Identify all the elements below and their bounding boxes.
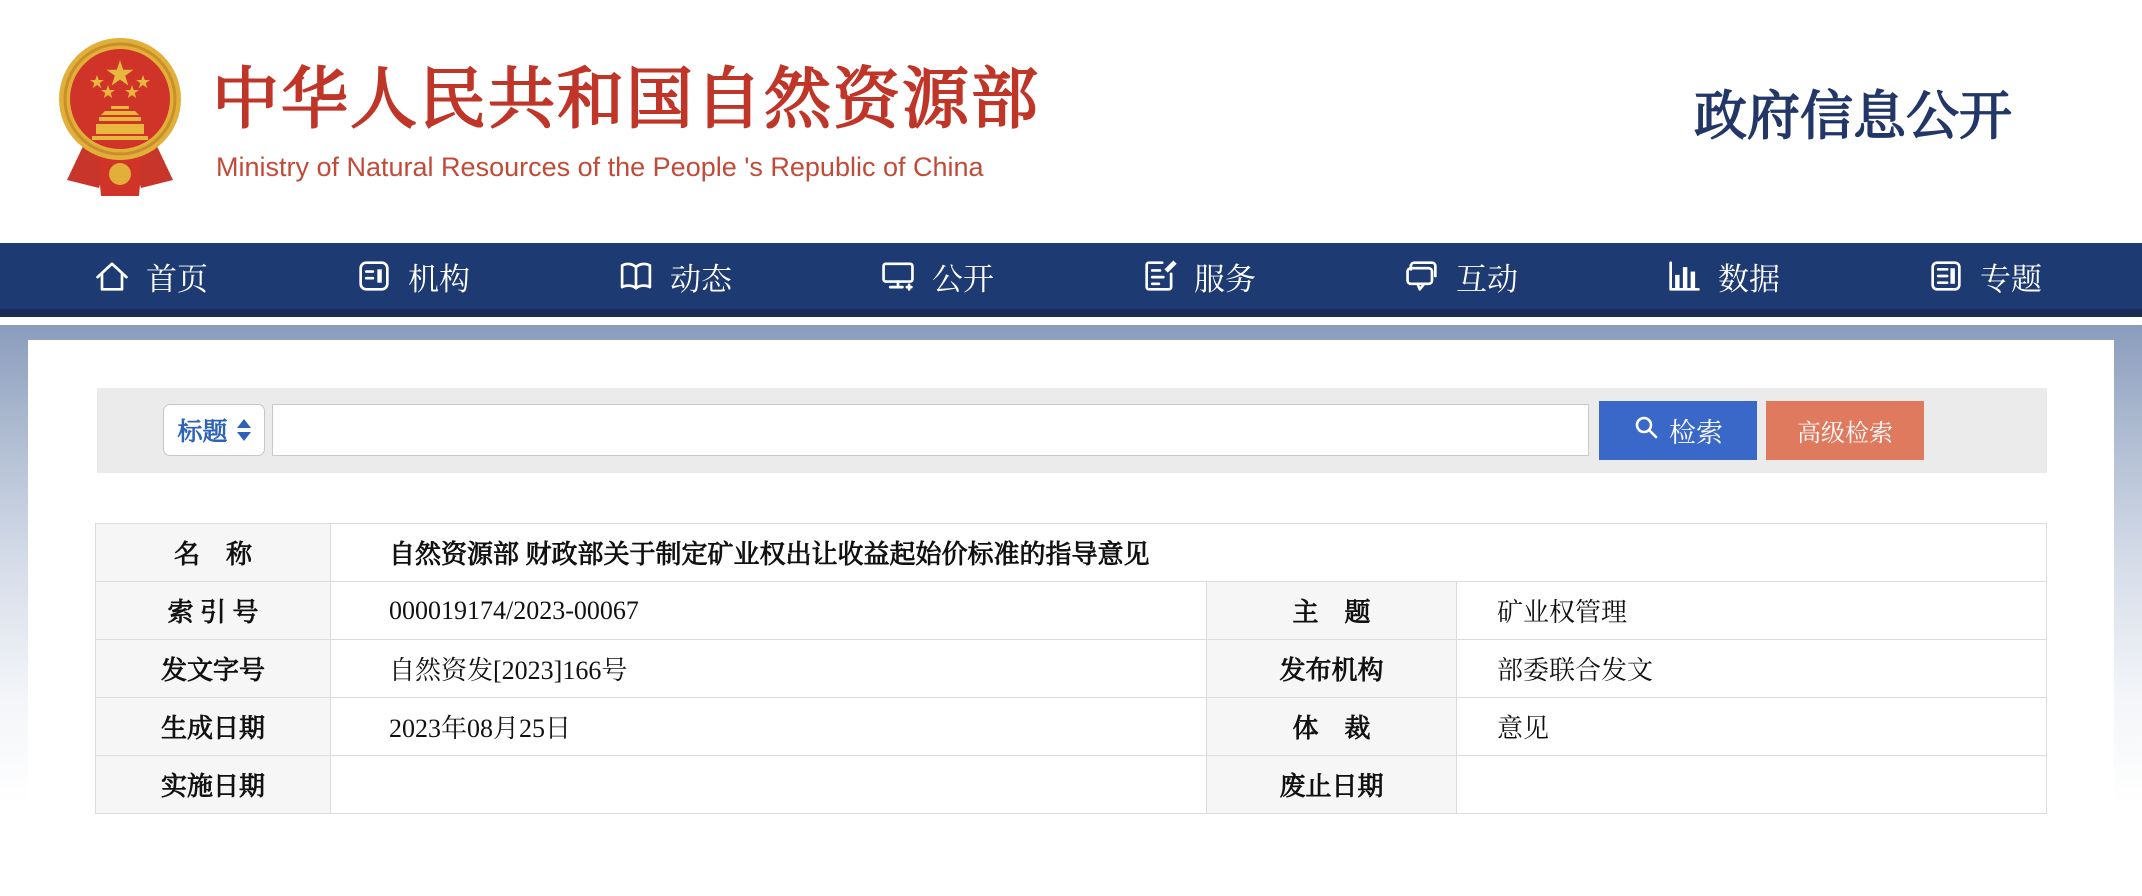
- page-background: [0, 325, 2142, 896]
- site-header: [0, 0, 2142, 243]
- nav-item-disclosure[interactable]: [878, 254, 994, 299]
- field-label-name: 名 称: [96, 524, 331, 582]
- field-label-doc-no: 发文字号: [96, 640, 331, 698]
- search-button[interactable]: [1599, 401, 1757, 460]
- nav-label: 互动: [1456, 261, 1518, 297]
- table-row: [96, 524, 2047, 582]
- field-value-name: 自然资源部 财政部关于制定矿业权出让收益起始价标准的指导意见: [331, 524, 2047, 582]
- search-field-label: 标题: [177, 418, 228, 446]
- search-input[interactable]: [272, 404, 1589, 456]
- search-field-selector[interactable]: [163, 404, 265, 456]
- field-label-subject: 主 题: [1207, 582, 1457, 640]
- record-table: [95, 523, 2047, 814]
- table-row: [96, 756, 2047, 814]
- nav-item-topics[interactable]: [1926, 254, 2042, 299]
- ministry-title-en: Ministry of Natural Resources of the People 's Republic of China: [216, 152, 984, 182]
- page-title: 政府信息公开: [1694, 88, 2012, 146]
- data-icon: [1664, 256, 1704, 296]
- nav-label: 首页: [146, 261, 208, 297]
- table-row: [96, 582, 2047, 640]
- services-icon: [1140, 256, 1180, 296]
- field-value-effective-date: [331, 756, 1207, 814]
- nav-item-news[interactable]: [616, 254, 732, 299]
- advanced-search-button[interactable]: [1766, 401, 1924, 460]
- nav-item-data[interactable]: [1664, 254, 1780, 299]
- nav-label: 数据: [1718, 261, 1780, 297]
- advanced-search-label: 高级检索: [1797, 420, 1893, 447]
- nav-label: 动态: [670, 261, 732, 297]
- field-value-repeal-date: [1457, 756, 2047, 814]
- field-value-issuer: 部委联合发文: [1457, 640, 2047, 698]
- field-label-genre: 体 裁: [1207, 698, 1457, 756]
- magnifier-icon: [1633, 414, 1659, 447]
- sort-arrows-icon: [237, 419, 251, 441]
- organization-icon: [354, 256, 394, 296]
- news-icon: [616, 256, 656, 296]
- table-row: [96, 640, 2047, 698]
- search-button-label: 检索: [1669, 418, 1723, 448]
- nav-label: 服务: [1194, 261, 1256, 297]
- field-value-created-date: 2023年08月25日: [331, 698, 1207, 756]
- main-navbar: [0, 243, 2142, 317]
- nav-item-home[interactable]: [92, 254, 208, 299]
- nav-item-interaction[interactable]: [1402, 254, 1518, 299]
- topics-icon: [1926, 256, 1966, 296]
- field-value-subject: 矿业权管理: [1457, 582, 2047, 640]
- field-value-index-no: 000019174/2023-00067: [331, 582, 1207, 640]
- nav-label: 机构: [408, 261, 470, 297]
- field-value-genre: 意见: [1457, 698, 2047, 756]
- field-label-issuer: 发布机构: [1207, 640, 1457, 698]
- field-value-doc-no: 自然资发[2023]166号: [331, 640, 1207, 698]
- nav-item-services[interactable]: [1140, 254, 1256, 299]
- table-row: [96, 698, 2047, 756]
- interaction-icon: [1402, 256, 1442, 296]
- field-label-index-no: 索 引 号: [96, 582, 331, 640]
- nav-item-organization[interactable]: [354, 254, 470, 299]
- field-label-created-date: 生成日期: [96, 698, 331, 756]
- nav-label: 公开: [932, 261, 994, 297]
- field-label-repeal-date: 废止日期: [1207, 756, 1457, 814]
- search-bar: [97, 388, 2047, 473]
- field-label-effective-date: 实施日期: [96, 756, 331, 814]
- home-icon: [92, 256, 132, 296]
- content-panel: [28, 340, 2114, 896]
- ministry-title-cn: 中华人民共和国自然资源部: [212, 62, 1040, 137]
- nav-label: 专题: [1980, 261, 2042, 297]
- national-emblem-icon: [54, 34, 186, 202]
- disclosure-icon: [878, 256, 918, 296]
